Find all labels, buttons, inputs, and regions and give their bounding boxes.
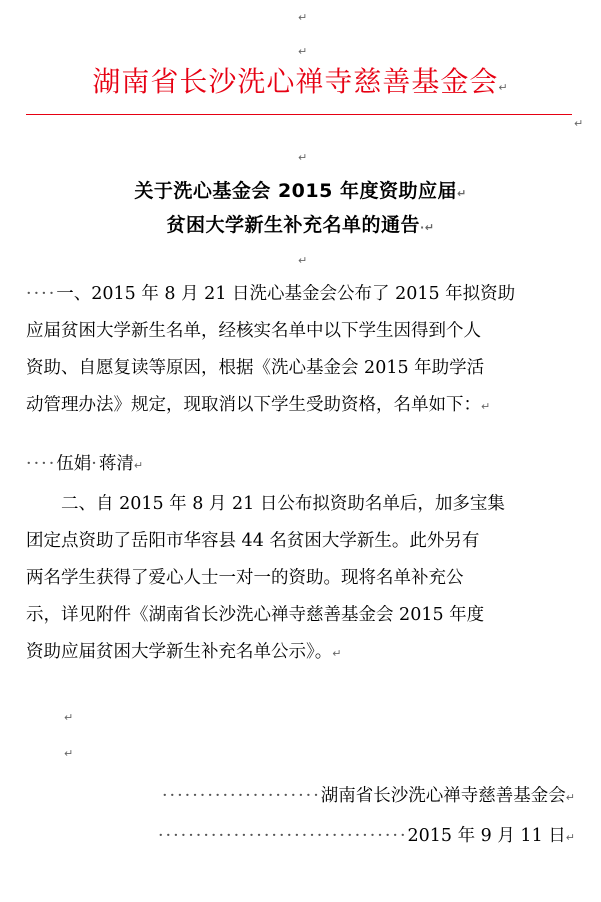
- paragraph-mark: ↵: [298, 45, 308, 58]
- notice-title-text-1: 关于洗心基金会 2015 年度资助应届: [134, 180, 457, 202]
- paragraph-one-line: [26, 313, 576, 350]
- paragraph-two-line: [26, 486, 576, 523]
- paragraph-one: [26, 276, 576, 424]
- leader-dots: ·····················: [161, 786, 321, 806]
- paragraph-two-line: [26, 560, 576, 597]
- paragraph-two-line: [26, 523, 576, 560]
- paragraph-one-text: 动管理办法》规定，现取消以下学生受助资格，名单如下：: [26, 395, 481, 415]
- paragraph-one-text: 一、2015 年 8 月 21 日洗心基金会公布了 2015 年拟资助: [56, 284, 516, 304]
- paragraph-one-line: [26, 350, 576, 387]
- paragraph-one-line: [26, 387, 576, 424]
- removed-names-list: [26, 450, 143, 475]
- header-divider: [26, 114, 572, 115]
- paragraph-mark: ↵: [456, 187, 467, 200]
- paragraph-two-text: 资助应届贫困大学新生补充名单公示》。: [26, 642, 333, 662]
- indent-dots: ····: [26, 284, 57, 304]
- paragraph-mark: ↵: [481, 400, 491, 413]
- notice-title-line-2: [0, 210, 601, 237]
- paragraph-mark: ↵: [298, 254, 308, 267]
- paragraph-mark: ↵: [298, 151, 308, 164]
- paragraph-mark: ↵: [565, 831, 575, 844]
- paragraph-mark: ↵: [332, 647, 342, 660]
- paragraph-two-text: 团定点资助了岳阳市华容县 44 名贫困大学新生。此外另有: [26, 531, 480, 551]
- organization-header: [0, 60, 601, 100]
- notice-title-text-2: 贫困大学新生补充名单的通告: [166, 214, 421, 236]
- signature-date-text: 2015 年 9 月 11 日: [407, 826, 566, 846]
- paragraph-mark: ·↵: [420, 221, 435, 234]
- paragraph-mark: ↵: [64, 747, 74, 760]
- signature-organization: [162, 782, 575, 807]
- paragraph-mark: ↵: [574, 117, 584, 130]
- notice-title-line-1: [0, 176, 601, 203]
- signature-date: [158, 822, 575, 847]
- removed-name: 蒋清: [98, 454, 134, 474]
- paragraph-two-text: 示，详见附件《湖南省长沙洗心禅寺慈善基金会 2015 年度: [26, 605, 485, 625]
- paragraph-two-line: [26, 634, 576, 671]
- paragraph-one-text: 资助、自愿复读等原因，根据《洗心基金会 2015 年助学活: [26, 358, 485, 378]
- paragraph-mark: ↵: [64, 711, 74, 724]
- removed-name: 伍娟: [56, 454, 92, 474]
- paragraph-two-text: 二、自 2015 年 8 月 21 日公布拟资助名单后，加多宝集: [61, 494, 505, 514]
- paragraph-one-text: 应届贫困大学新生名单，经核实名单中以下学生因得到个人: [26, 321, 481, 341]
- paragraph-mark: ↵: [133, 459, 144, 472]
- leader-dots: ·································: [157, 826, 408, 846]
- paragraph-mark: ↵: [298, 11, 308, 24]
- paragraph-mark: ↵: [565, 791, 575, 804]
- paragraph-two-text: 两名学生获得了爱心人士一对一的资助。现将名单补充公: [26, 568, 464, 588]
- signature-org-text: 湖南省长沙洗心禅寺慈善基金会: [320, 786, 566, 806]
- paragraph-two: [26, 486, 576, 671]
- paragraph-mark: ↵: [498, 81, 509, 94]
- indent-dots: ····: [26, 454, 57, 474]
- separator-dot: ·: [91, 454, 99, 474]
- paragraph-one-line: [26, 276, 576, 313]
- organization-name: 湖南省长沙洗心禅寺慈善基金会: [92, 65, 499, 98]
- paragraph-two-line: [26, 597, 576, 634]
